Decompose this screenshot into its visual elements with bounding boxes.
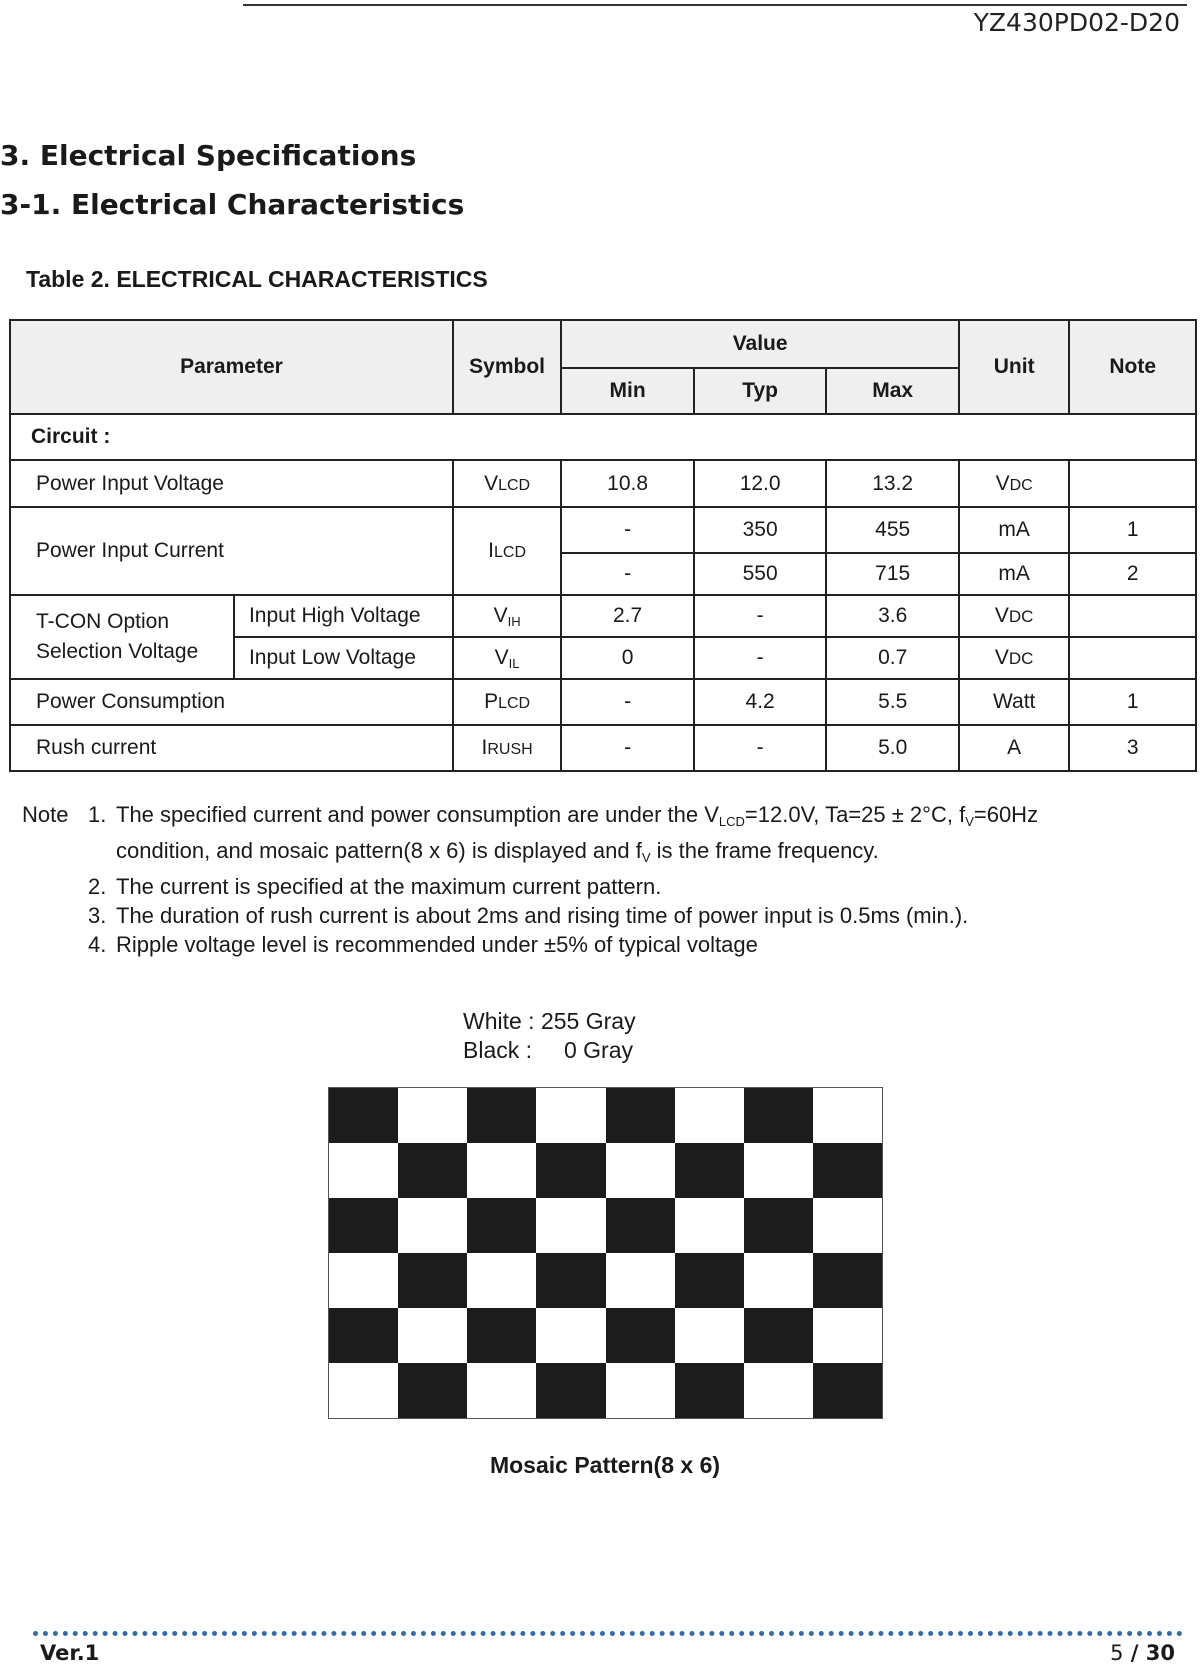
mosaic-cell	[536, 1143, 605, 1198]
mosaic-cell	[467, 1198, 536, 1253]
mosaic-caption: Mosaic Pattern(8 x 6)	[489, 1452, 721, 1478]
table-row	[10, 595, 1196, 637]
mosaic-cell	[813, 1143, 882, 1198]
irush-note: 3	[1069, 725, 1196, 771]
mosaic-cell	[675, 1253, 744, 1308]
irush-min: -	[561, 725, 694, 771]
version-label: Ver.1	[40, 1641, 100, 1665]
tcon-line2: Selection Voltage	[36, 640, 199, 663]
param-rush-current: Rush current	[10, 725, 453, 771]
mosaic-cell	[536, 1088, 605, 1143]
mosaic-cell	[606, 1253, 675, 1308]
mosaic-pattern	[328, 1087, 883, 1419]
table-row	[10, 679, 1196, 725]
mosaic-cell	[398, 1363, 467, 1418]
vil-max: 0.7	[826, 637, 959, 679]
mosaic-cell	[606, 1363, 675, 1418]
irush-unit: A	[959, 725, 1069, 771]
vil-unit: VDC	[959, 637, 1069, 679]
symbol-irush: IRUSH	[453, 725, 561, 771]
mosaic-cell	[467, 1143, 536, 1198]
vlcd-min: 10.8	[561, 460, 694, 507]
param-power-input-current: Power Input Current	[10, 507, 453, 595]
vih-typ: -	[694, 595, 827, 637]
header-parameter: Parameter	[10, 320, 453, 414]
section-heading: 3. Electrical Specifications	[0, 139, 417, 172]
notes-label: Note	[22, 802, 69, 827]
header-value: Value	[561, 320, 959, 368]
plcd-max: 5.5	[826, 679, 959, 725]
vih-min: 2.7	[561, 595, 694, 637]
mosaic-cell	[606, 1143, 675, 1198]
vil-note	[1069, 637, 1196, 679]
black-gray-label: Black : 0 Gray	[463, 1037, 633, 1063]
vlcd-unit: VDC	[959, 460, 1069, 507]
header-unit: Unit	[959, 320, 1069, 414]
page-number: 5 / 30	[1110, 1641, 1175, 1665]
mosaic-cell	[744, 1143, 813, 1198]
ilcd-1-typ: 350	[694, 507, 827, 553]
ilcd-2-unit: mA	[959, 553, 1069, 595]
vih-max: 3.6	[826, 595, 959, 637]
mosaic-cell	[536, 1308, 605, 1363]
ilcd-1-note: 1	[1069, 507, 1196, 553]
mosaic-cell	[744, 1363, 813, 1418]
mosaic-cell	[467, 1308, 536, 1363]
mosaic-cell	[329, 1253, 398, 1308]
mosaic-cell	[744, 1198, 813, 1253]
ilcd-2-min: -	[561, 553, 694, 595]
header-note: Note	[1069, 320, 1196, 414]
input-low-voltage-label: Input Low Voltage	[234, 637, 453, 679]
irush-typ: -	[694, 725, 827, 771]
pattern-legend	[463, 1007, 636, 1065]
footer-dotted-rule	[33, 1631, 1183, 1636]
plcd-min: -	[561, 679, 694, 725]
mosaic-cell	[398, 1143, 467, 1198]
ilcd-1-unit: mA	[959, 507, 1069, 553]
mosaic-cell	[329, 1198, 398, 1253]
mosaic-cell	[675, 1198, 744, 1253]
mosaic-cell	[398, 1088, 467, 1143]
param-tcon-option	[10, 595, 234, 679]
mosaic-cell	[744, 1088, 813, 1143]
ilcd-2-typ: 550	[694, 553, 827, 595]
mosaic-cell	[606, 1088, 675, 1143]
header-max: Max	[826, 368, 959, 414]
header-rule	[243, 4, 1187, 6]
header-min: Min	[561, 368, 694, 414]
vlcd-note	[1069, 460, 1196, 507]
param-power-consumption: Power Consumption	[10, 679, 453, 725]
mosaic-cell	[675, 1363, 744, 1418]
mosaic-cell	[329, 1143, 398, 1198]
note-1-continued: condition, and mosaic pattern(8 x 6) is displayed and $f_V$ is the frame frequency.	[116, 838, 879, 865]
symbol-plcd: PLCD	[453, 679, 561, 725]
plcd-unit: Watt	[959, 679, 1069, 725]
vih-note	[1069, 595, 1196, 637]
white-gray-label: White : 255 Gray	[463, 1008, 636, 1034]
ilcd-2-max: 715	[826, 553, 959, 595]
plcd-typ: 4.2	[694, 679, 827, 725]
document-id: YZ430PD02-D20	[973, 8, 1180, 37]
note-4: 4. Ripple voltage level is recommended under ±5% of typical voltage	[88, 932, 758, 957]
ilcd-1-min: -	[561, 507, 694, 553]
ilcd-1-max: 455	[826, 507, 959, 553]
mosaic-cell	[813, 1253, 882, 1308]
mosaic-cell	[813, 1088, 882, 1143]
symbol-vil: $V_{IL}$	[453, 637, 561, 679]
notes-block	[22, 800, 1038, 959]
tcon-line1: T-CON Option	[36, 610, 170, 633]
vih-unit: VDC	[959, 595, 1069, 637]
mosaic-cell	[744, 1253, 813, 1308]
mosaic-cell	[536, 1253, 605, 1308]
table-row	[10, 507, 1196, 553]
input-high-voltage-label: Input High Voltage	[234, 595, 453, 637]
subsection-heading: 3-1. Electrical Characteristics	[0, 188, 465, 221]
table-header-row	[10, 320, 1196, 368]
mosaic-cell	[398, 1198, 467, 1253]
symbol-vih: $V_{IH}$	[453, 595, 561, 637]
mosaic-cell	[329, 1363, 398, 1418]
mosaic-cell	[606, 1198, 675, 1253]
ilcd-2-note: 2	[1069, 553, 1196, 595]
symbol-ilcd: ILCD	[453, 507, 561, 595]
mosaic-cell	[398, 1253, 467, 1308]
mosaic-cell	[675, 1308, 744, 1363]
header-typ: Typ	[694, 368, 827, 414]
mosaic-cell	[813, 1363, 882, 1418]
mosaic-cell	[467, 1253, 536, 1308]
symbol-vlcd: VLCD	[453, 460, 561, 507]
mosaic-cell	[329, 1308, 398, 1363]
irush-max: 5.0	[826, 725, 959, 771]
mosaic-cell	[606, 1308, 675, 1363]
mosaic-cell	[675, 1088, 744, 1143]
mosaic-cell	[675, 1143, 744, 1198]
electrical-characteristics-table	[9, 319, 1197, 772]
note-1: Note 1. The specified current and power consumption are under the $V_{LCD}=12.0V$, Ta=25 ± 2°C, $f_V=60Hz$	[22, 800, 1038, 836]
vlcd-typ: 12.0	[694, 460, 827, 507]
table-row	[10, 460, 1196, 507]
note-3: 3. The duration of rush current is about 2ms and rising time of power input is 0.5ms (min.).	[88, 903, 969, 928]
circuit-label: Circuit :	[10, 414, 1196, 460]
mosaic-cell	[536, 1198, 605, 1253]
vil-min: 0	[561, 637, 694, 679]
mosaic-cell	[467, 1363, 536, 1418]
mosaic-cell	[813, 1308, 882, 1363]
mosaic-cell	[813, 1198, 882, 1253]
mosaic-cell	[329, 1088, 398, 1143]
param-power-input-voltage: Power Input Voltage	[10, 460, 453, 507]
plcd-note: 1	[1069, 679, 1196, 725]
mosaic-cell	[398, 1308, 467, 1363]
mosaic-cell	[744, 1308, 813, 1363]
table-row	[10, 725, 1196, 771]
circuit-row	[10, 414, 1196, 460]
table-caption: Table 2. ELECTRICAL CHARACTERISTICS	[26, 266, 488, 292]
vil-typ: -	[694, 637, 827, 679]
vlcd-max: 13.2	[826, 460, 959, 507]
note-2: 2. The current is specified at the maximum current pattern.	[88, 874, 662, 899]
header-symbol: Symbol	[453, 320, 561, 414]
mosaic-cell	[536, 1363, 605, 1418]
mosaic-cell	[467, 1088, 536, 1143]
